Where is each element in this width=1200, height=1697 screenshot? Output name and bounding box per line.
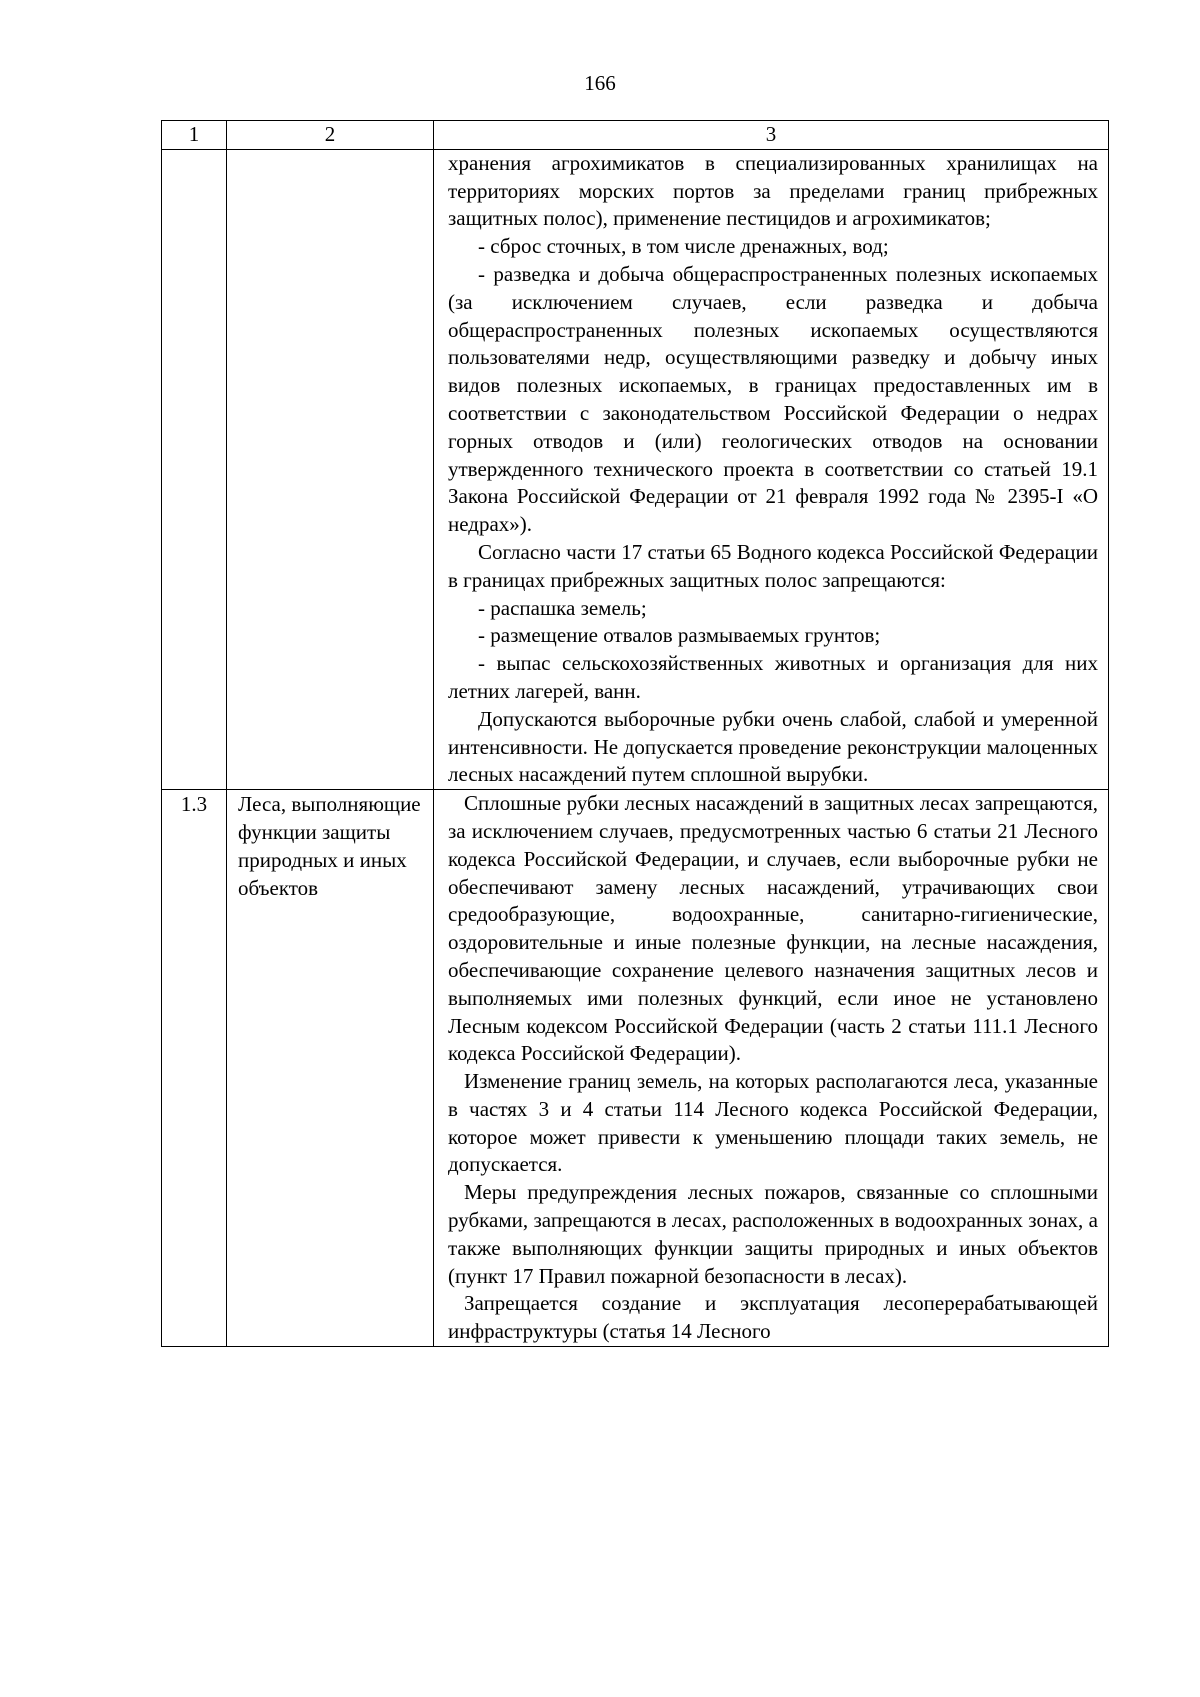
content-paragraph: хранения агрохимикатов в специализированных хранилищах на территориях морских портов за пределами границ прибрежных защитных полос), применение пестицидов и агрохимикатов; — [448, 150, 1098, 231]
content-paragraph: - выпас сельскохозяйственных животных и организация для них летних лагерей, ванн. — [448, 651, 1098, 703]
content-paragraph: Согласно части 17 статьи 65 Водного кодекса Российской Федерации в границах прибрежных защитных полос запрещаются: — [448, 539, 1098, 592]
row-content-cell — [434, 790, 1109, 1347]
content-paragraph: - сброс сточных, в том числе дренажных, вод; — [478, 234, 889, 259]
content-paragraph: Запрещается создание и эксплуатация лесоперерабатывающей инфраструктуры (статья 14 Лесного — [448, 1291, 1098, 1344]
row-content-cell — [434, 149, 1109, 789]
column-header-3: 3 — [434, 121, 1109, 150]
content-paragraph: Сплошные рубки лесных насаждений в защитных лесах запрещаются, за исключением случаев, предусмотренных частью 6 статьи 21 Лесного кодекса Российской Федерации, и случаев, если выборочные рубки не обеспечивают замену лесных насаждений, утрачивающих свои средообразующие, водоохранные, санитарно-гигиенические, оздоровительные и иные полезные функции, на лесные насаждения, обеспечивающие сохранение целевого назначения защитных лесов и выполняемых ими полезных функций, если иное не установлено Лесным кодексом Российской Федерации (часть 2 статьи 111.1 Лесного кодекса Российской Федерации). — [448, 791, 1098, 1066]
row-name-cell — [227, 149, 434, 789]
row-number-cell — [162, 149, 227, 789]
table-row-continuation — [162, 149, 1109, 789]
content-paragraph: - размещение отвалов размываемых грунтов; — [478, 623, 881, 648]
content-paragraph: - распашка земель; — [478, 595, 647, 620]
content-paragraph: - разведка и добыча общераспространенных полезных ископаемых (за исключением случаев, если разведка и добыча общераспространенных полезных ископаемых осуществляются пользователями недр, осуществляющими разведку и добычу иных видов полезных ископаемых, в границах предоставленных им в соответствии с законодательством Российской Федерации о недрах горных отводов и (или) геологических отводов на основании утвержденного технического проекта в соответствии со статьей 19.1 Закона Российской Федерации от 21 февраля 1992 года № 2395-I «О недрах»). — [448, 261, 1098, 537]
row-number-cell: 1.3 — [162, 790, 227, 1347]
content-paragraph: Изменение границ земель, на которых располагаются леса, указанные в частях 3 и 4 статьи 114 Лесного кодекса Российской Федерации, которое может привести к уменьшению площади таких земель, не допускается. — [448, 1069, 1098, 1177]
content-paragraph: Допускаются выборочные рубки очень слабой, слабой и умеренной интенсивности. Не допускается проведение реконструкции малоценных лесных насаждений путем сплошной вырубки. — [448, 706, 1098, 787]
page-number: 166 — [584, 71, 616, 95]
content-paragraph: Меры предупреждения лесных пожаров, связанные со сплошными рубками, запрещаются в лесах, расположенных в водоохранных зонах, а также выполняющих функции защиты природных и иных объектов (пункт 17 Правил пожарной безопасности в лесах). — [448, 1180, 1098, 1288]
column-header-1: 1 — [162, 121, 227, 150]
regulations-table — [161, 120, 1109, 1347]
column-header-2: 2 — [227, 121, 434, 150]
table-header-row — [162, 121, 1109, 150]
row-name-cell: Леса, выполняющие функции защиты природных и иных объектов — [227, 790, 434, 1347]
table-row-1-3 — [162, 790, 1109, 1347]
